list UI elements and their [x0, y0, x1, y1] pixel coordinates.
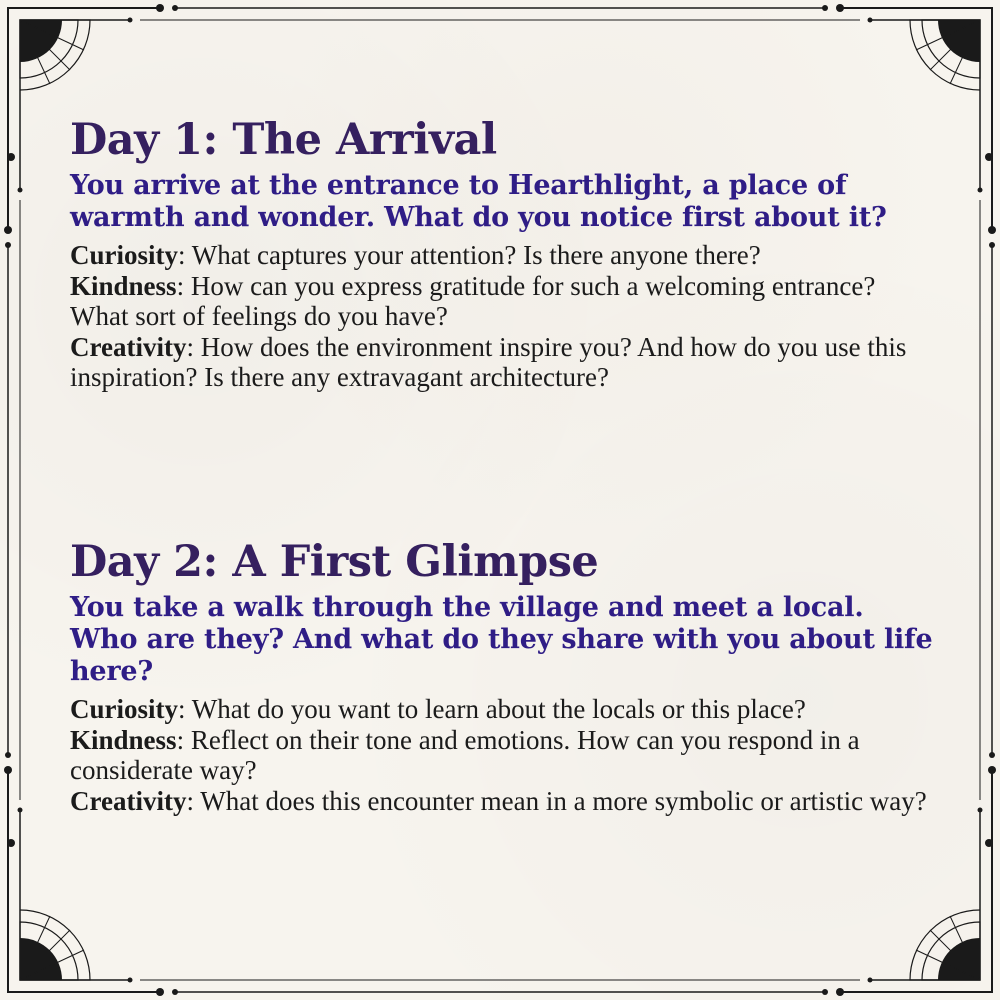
reflection-separator: :: [176, 270, 185, 301]
reflection-text: What do you want to learn about the locals or this place?: [185, 694, 806, 724]
reflection-text: What captures your attention? Is there anyone there?: [185, 240, 761, 270]
reflection-label: Kindness: [70, 724, 177, 755]
reflection-label: Kindness: [70, 270, 177, 301]
reflection-text: How can you express gratitude for such a welcoming entrance? What sort of feelings do you have?: [70, 270, 876, 331]
reflection-creativity: [70, 332, 940, 393]
reflection-kindness: [70, 725, 940, 786]
reflection-separator: :: [186, 331, 194, 362]
day-title: Day 1: The Arrival: [70, 115, 497, 165]
reflection-creativity: [70, 786, 940, 817]
reflection-curiosity: [70, 694, 940, 725]
reflection-text: Reflect on their tone and emotions. How can you respond in a considerate way?: [70, 724, 860, 785]
day-prompt: You arrive at the entrance to Hearthlight, a place of warmth and wonder. What do you notice first about it?: [70, 170, 887, 233]
day-section-2: [70, 534, 940, 816]
reflection-text: What does this encounter mean in a more symbolic or artistic way?: [193, 785, 927, 816]
reflection-label: Creativity: [70, 331, 187, 362]
reflection-text: How does the environment inspire you? And how do you use this inspiration? Is there any extravagant architecture?: [70, 331, 907, 392]
day-title: Day 2: A First Glimpse: [70, 537, 599, 587]
reflection-separator: :: [176, 724, 185, 755]
reflection-separator: :: [178, 240, 186, 270]
reflection-label: Curiosity: [70, 240, 178, 270]
reflection-kindness: [70, 271, 940, 332]
reflection-separator: :: [186, 785, 194, 816]
day-prompt: You take a walk through the village and meet a local. Who are they? And what do they share with you about life here?: [70, 592, 933, 687]
reflection-curiosity: [70, 240, 940, 271]
reflection-separator: :: [178, 694, 186, 724]
reflection-label: Creativity: [70, 785, 187, 816]
day-section-1: [70, 112, 940, 393]
reflection-label: Curiosity: [70, 694, 178, 724]
